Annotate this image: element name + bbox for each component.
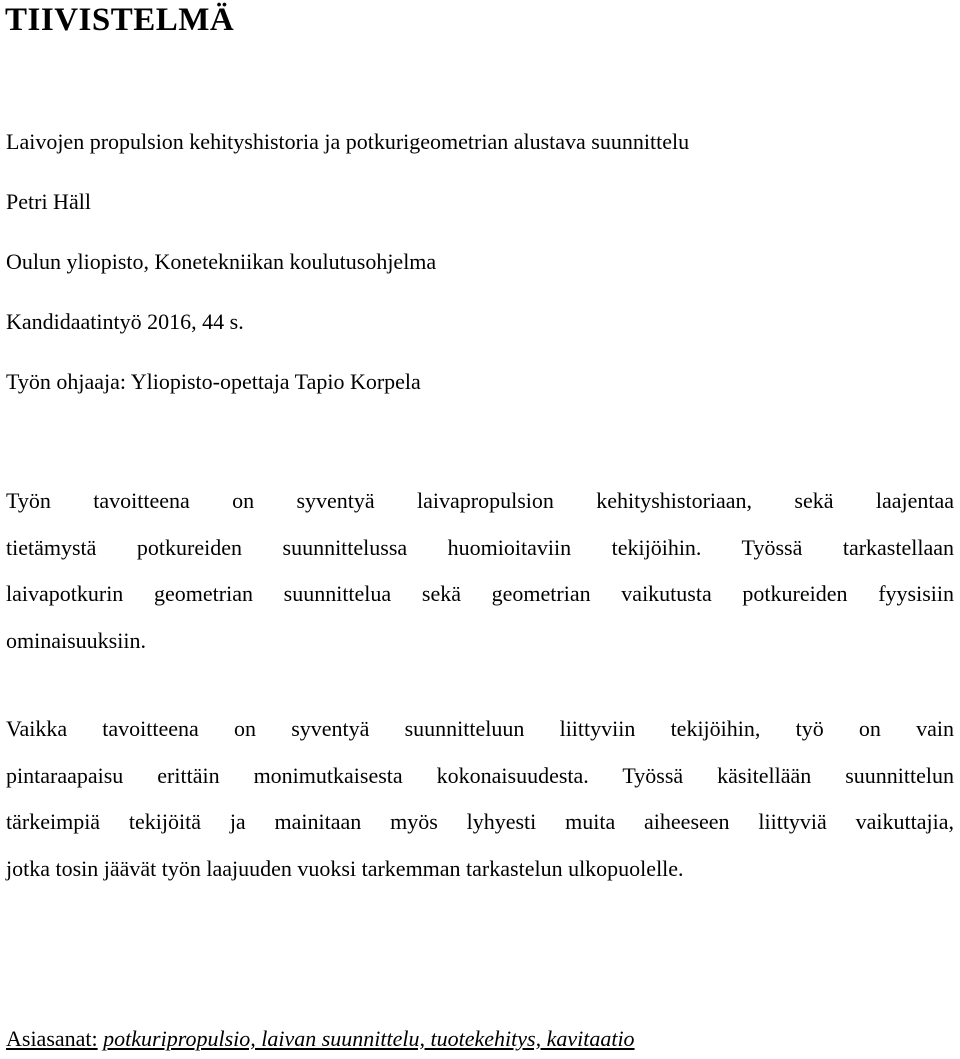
keywords-values: potkuripropulsio, laivan suunnittelu, tuotekehitys, kavitaatio: [103, 1026, 635, 1051]
paragraph-line: tärkeimpiä tekijöitä ja mainitaan myös lyhyesti muita aiheeseen liittyviä vaikuttajia,: [6, 809, 954, 834]
thesis-title: Laivojen propulsion kehityshistoria ja potkurigeometrian alustava suunnittelu: [6, 129, 690, 154]
keywords-line: [6, 1024, 635, 1054]
page-title: TIIVISTELMÄ: [5, 2, 235, 38]
paragraph-line: tietämystä potkureiden suunnittelussa huomioitaviin tekijöihin. Työssä tarkastellaan: [6, 534, 954, 560]
abstract-paragraph-2: [6, 706, 954, 892]
paragraph-line: pintaraapaisu erittäin monimutkaisesta kokonaisuudesta. Työssä käsitellään suunnittelun: [6, 762, 954, 788]
institution: Oulun yliopisto, Konetekniikan koulutusohjelma: [6, 249, 437, 274]
keywords-label: Asiasanat:: [6, 1026, 98, 1051]
abstract-paragraph-1: [6, 478, 954, 664]
author-name: Petri Häll: [6, 189, 91, 214]
paragraph-line: ominaisuuksiin.: [6, 627, 146, 653]
thesis-type: Kandidaatintyö 2016, 44 s.: [6, 309, 244, 334]
supervisor: Työn ohjaaja: Yliopisto-opettaja Tapio Korpela: [6, 369, 421, 394]
paragraph-line: Työn tavoitteena on syventyä laivapropulsion kehityshistoriaan, sekä laajentaa: [6, 488, 954, 513]
paragraph-line: laivapotkurin geometrian suunnittelua sekä geometrian vaikutusta potkureiden fyysisiin: [6, 581, 954, 606]
paragraph-line: Vaikka tavoitteena on syventyä suunnitteluun liittyviin tekijöihin, työ on vain: [6, 716, 954, 741]
paragraph-line: jotka tosin jäävät työn laajuuden vuoksi tarkemman tarkastelun ulkopuolelle.: [6, 855, 684, 881]
